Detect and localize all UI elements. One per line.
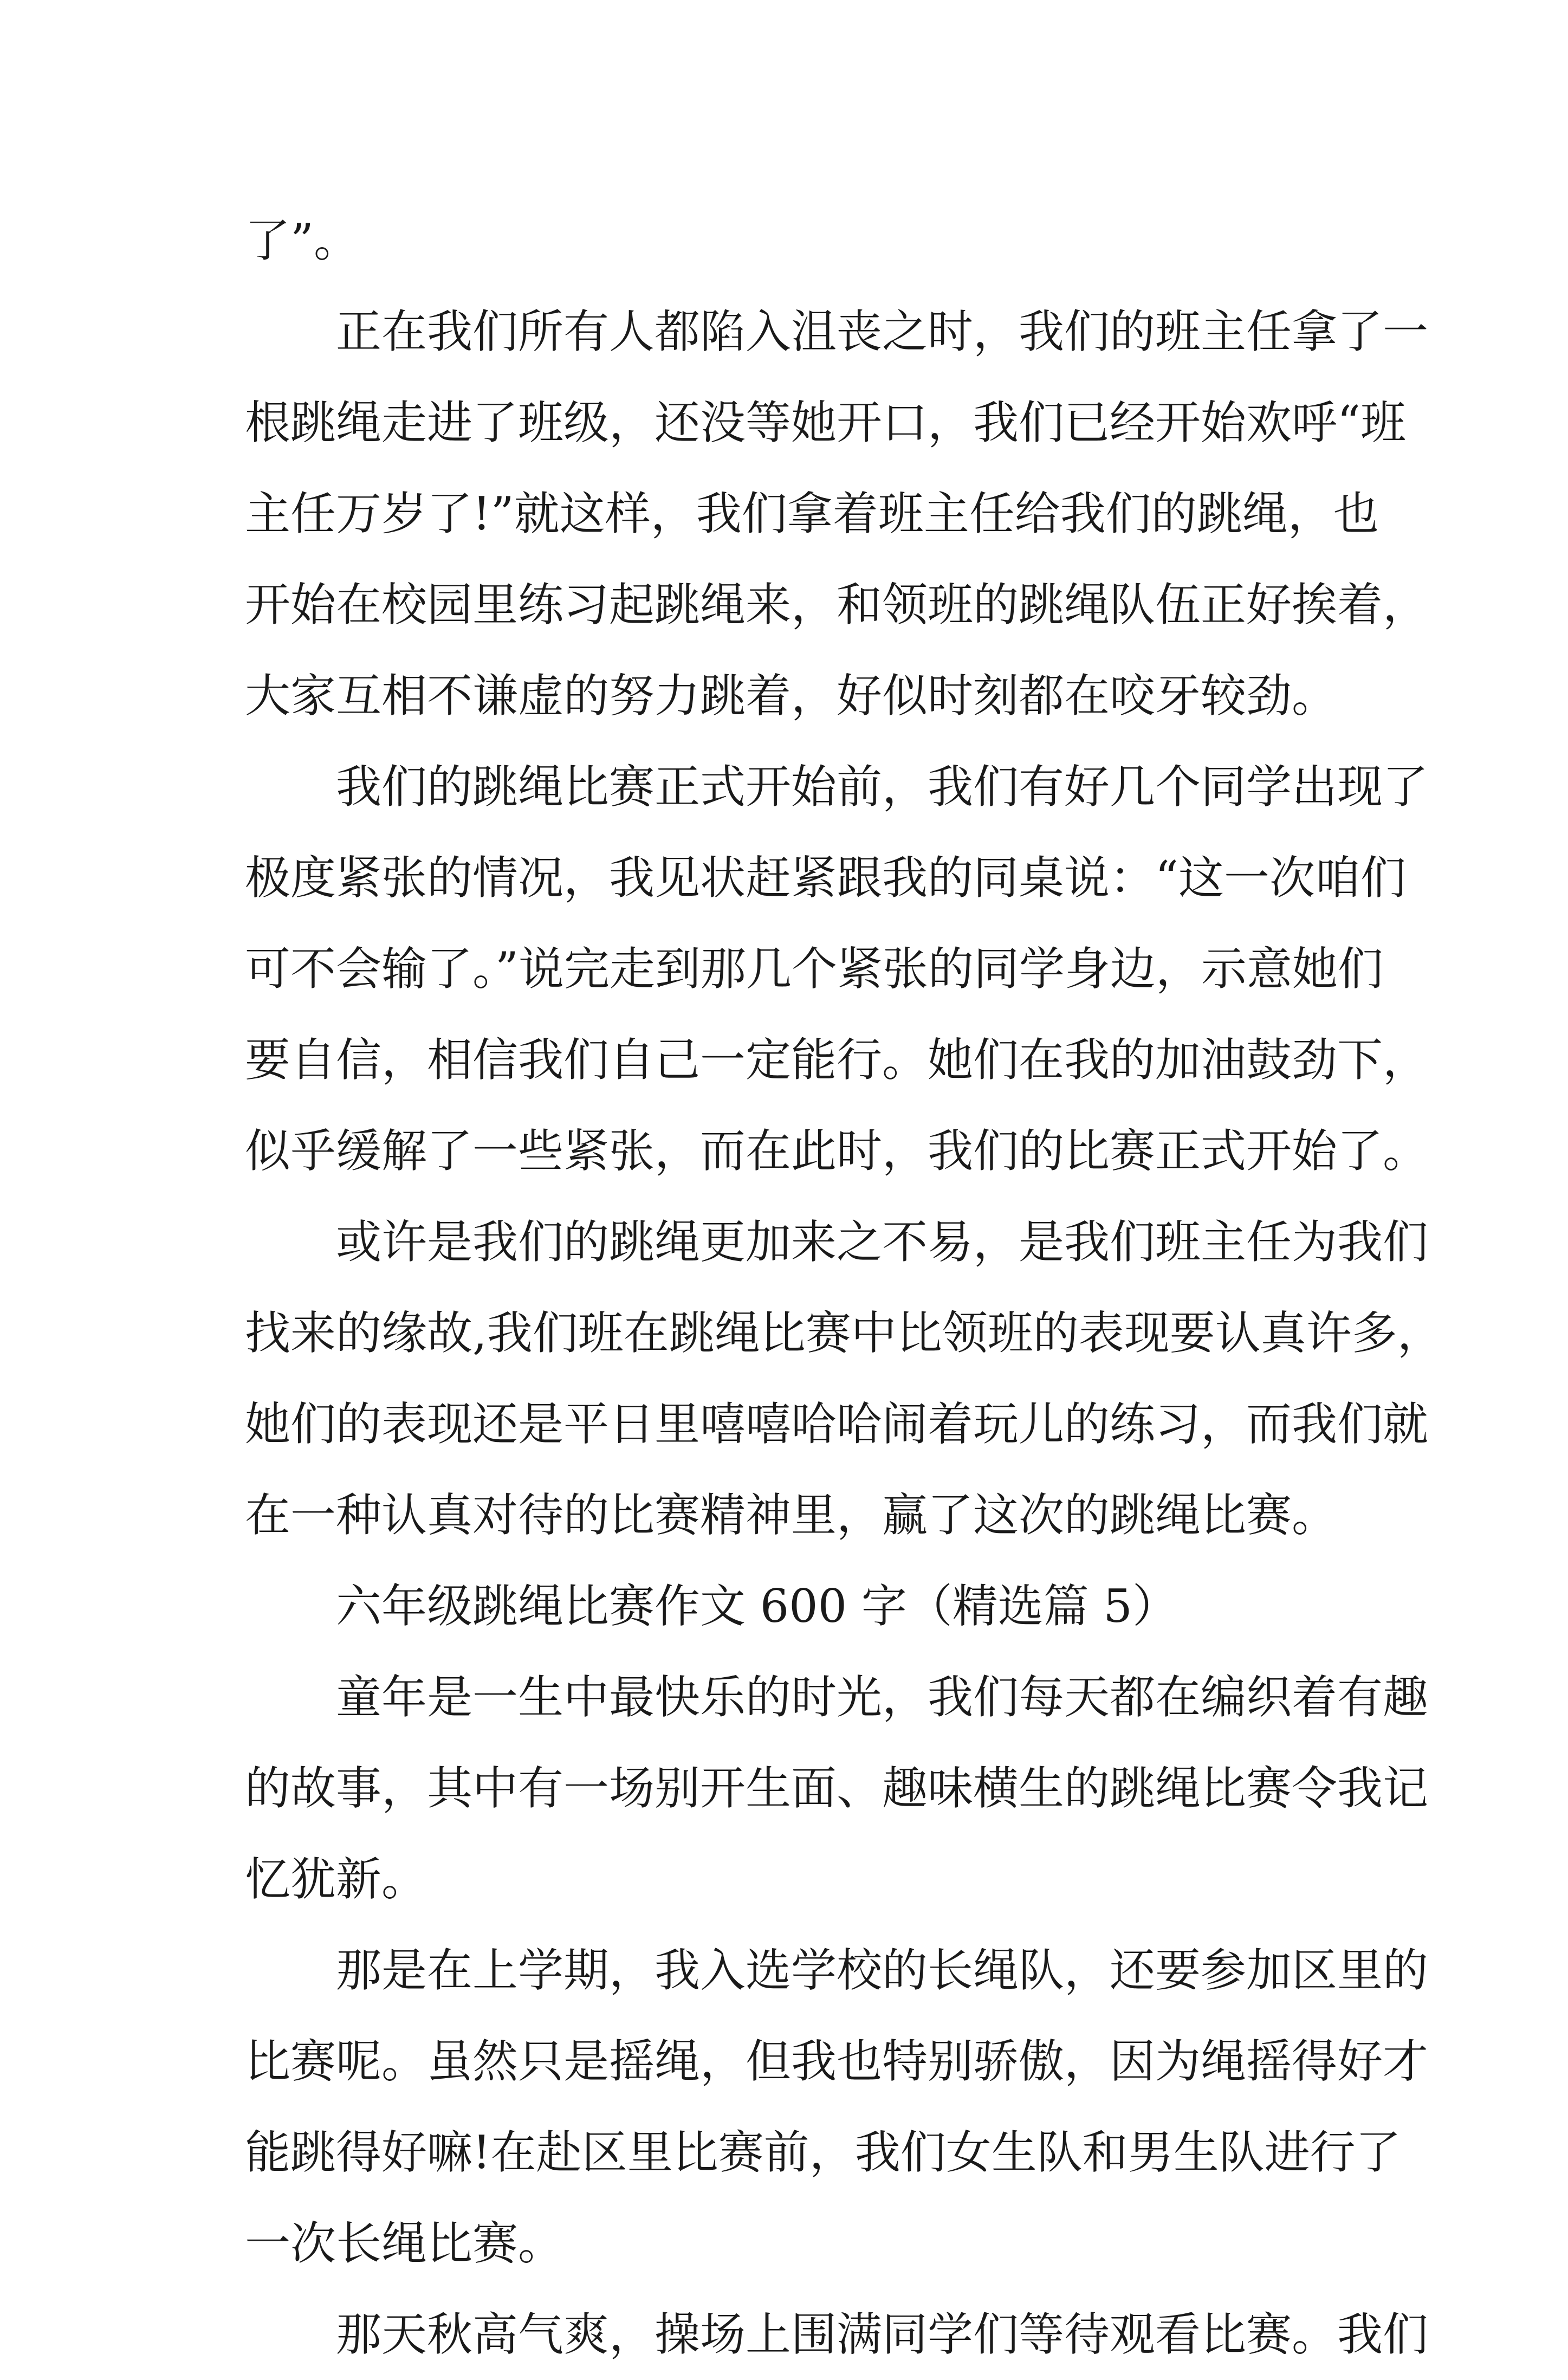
text-line: 比赛呢。虽然只是摇绳，但我也特别骄傲，因为绳摇得好才 (245, 2035, 1429, 2088)
text-line: 要自信，相信我们自己一定能行。她们在我的加油鼓劲下， (245, 1033, 1429, 1086)
text-line: 她们的表现还是平日里嘻嘻哈哈闹着玩儿的练习，而我们就 (245, 1398, 1429, 1451)
text-line: 大家互相不谦虚的努力跳着，好似时刻都在咬牙较劲。 (245, 669, 1338, 722)
text-line: 忆犹新。 (245, 1853, 427, 1906)
text-line: 在一种认真对待的比赛精神里，赢了这次的跳绳比赛。 (245, 1489, 1338, 1542)
text-line: 可不会输了。”说完走到那几个紧张的同学身边，示意她们 (245, 942, 1383, 995)
text-line: 根跳绳走进了班级，还没等她开口，我们已经开始欢呼“班 (245, 396, 1406, 449)
text-line: 了”。 (245, 214, 359, 267)
text-line: 正在我们所有人都陷入沮丧之时，我们的班主任拿了一 (336, 305, 1429, 358)
text-line: 那天秋高气爽，操场上围满同学们等待观看比赛。我们 (336, 2308, 1429, 2361)
text-line: 那是在上学期，我入选学校的长绳队，还要参加区里的 (336, 1944, 1429, 1997)
essay-text (245, 195, 1443, 2380)
text-line: 一次长绳比赛。 (245, 2217, 564, 2270)
text-line: 极度紧张的情况，我见状赶紧跟我的同桌说：“这一次咱们 (245, 851, 1406, 904)
text-line: 能跳得好嘛!在赴区里比赛前，我们女生队和男生队进行了 (245, 2126, 1401, 2179)
text-line: 找来的缘故,我们班在跳绳比赛中比领班的表现要认真许多， (245, 1307, 1443, 1360)
text-line: 开始在校园里练习起跳绳来，和领班的跳绳队伍正好挨着， (245, 578, 1429, 631)
text-line: 主任万岁了!”就这样，我们拿着班主任给我们的跳绳，也 (245, 487, 1379, 540)
text-line: 的故事，其中有一场别开生面、趣味横生的跳绳比赛令我记 (245, 1762, 1429, 1815)
text-line: 似乎缓解了一些紧张，而在此时，我们的比赛正式开始了。 (245, 1124, 1429, 1178)
text-line: 或许是我们的跳绳更加来之不易，是我们班主任为我们 (336, 1215, 1429, 1269)
text-line: 童年是一生中最快乐的时光，我们每天都在编织着有趣 (336, 1671, 1429, 1724)
text-line: 我们的跳绳比赛正式开始前，我们有好几个同学出现了 (336, 760, 1429, 813)
section-heading: 六年级跳绳比赛作文 600 字（精选篇 5） (336, 1580, 1178, 1633)
